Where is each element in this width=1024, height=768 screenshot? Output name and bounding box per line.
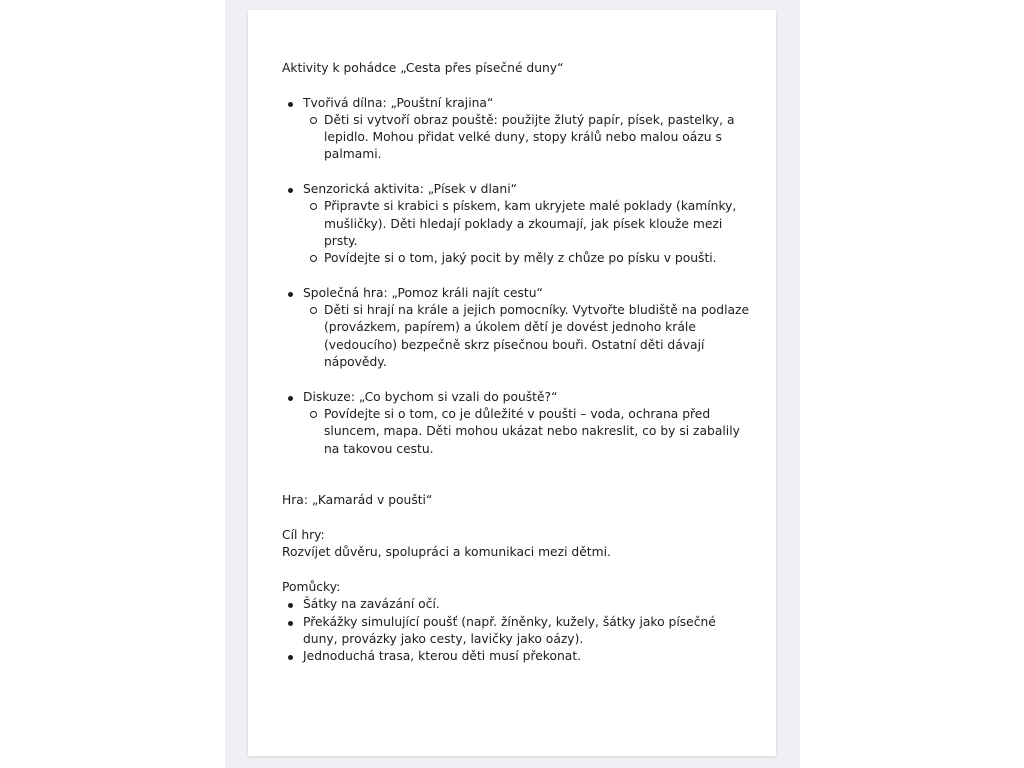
- spacer: [282, 268, 752, 285]
- activity-list: [282, 285, 752, 371]
- spacer: [282, 77, 752, 94]
- tool-item: Překážky simulující poušť (např. žíněnky, kužely, šátky jako písečné duny, provázky jako cesty, lavičky jako oázy).: [303, 614, 752, 649]
- document-page: [248, 10, 776, 756]
- activity-sublist: [303, 112, 752, 164]
- goal-heading: Cíl hry:: [282, 528, 325, 543]
- activity-label: Diskuze: „Co bychom si vzali do pouště?“: [303, 389, 558, 404]
- activity-item: [303, 285, 752, 371]
- activity-sublist: [303, 198, 752, 267]
- activity-subitem: Děti si vytvoří obraz pouště: použijte žlutý papír, písek, pastelky, a lepidlo. Mohou přidat velké duny, stopy králů nebo malou oázu s palmami.: [324, 112, 752, 164]
- document-title: Aktivity k pohádce „Cesta přes písečné duny“: [282, 61, 564, 75]
- tool-item: Jednoduchá trasa, kterou děti musí překonat.: [303, 648, 752, 665]
- activity-label: Senzorická aktivita: „Písek v dlani“: [303, 182, 518, 197]
- activity-subitem: Připravte si krabici s pískem, kam ukryjete malé poklady (kamínky, mušličky). Děti hledají poklady a zkoumají, jak písek klouže mezi prsty.: [324, 198, 752, 250]
- activity-subitem: Děti si hrají na krále a jejich pomocníky. Vytvořte bludiště na podlaze (provázkem, papírem) a úkolem dětí je dovést jednoho krále (vedoucího) bezpečně skrz písečnou bouři. Ostatní děti dávají nápovědy.: [324, 302, 752, 371]
- tools-heading: Pomůcky:: [282, 579, 341, 594]
- tools-list: [282, 596, 752, 665]
- activity-list: [282, 181, 752, 267]
- activity-item: [303, 95, 752, 164]
- activity-sublist: [303, 406, 752, 458]
- tool-item: Šátky na zavázání očí.: [303, 596, 752, 613]
- activity-list: [282, 95, 752, 164]
- activity-label: Tvořivá dílna: „Pouštní krajina“: [303, 95, 494, 110]
- document-content: [282, 60, 752, 665]
- activity-item: [303, 181, 752, 267]
- goal-text: Rozvíjet důvěru, spolupráci a komunikaci mezi dětmi.: [282, 545, 611, 560]
- spacer: [282, 164, 752, 181]
- spacer: [282, 562, 752, 579]
- game-title: Hra: „Kamarád v poušti“: [282, 493, 433, 508]
- activity-label: Společná hra: „Pomoz králi najít cestu“: [303, 285, 543, 300]
- activity-list: [282, 389, 752, 458]
- activity-item: [303, 389, 752, 458]
- activity-subitem: Povídejte si o tom, co je důležité v poušti – voda, ochrana před sluncem, mapa. Děti mohou ukázat nebo nakreslit, co by si zabalily na takovou cestu.: [324, 406, 752, 458]
- spacer: [282, 458, 752, 493]
- spacer: [282, 371, 752, 388]
- activity-sublist: [303, 302, 752, 371]
- spacer: [282, 510, 752, 527]
- activity-subitem: Povídejte si o tom, jaký pocit by měly z chůze po písku v poušti.: [324, 250, 752, 267]
